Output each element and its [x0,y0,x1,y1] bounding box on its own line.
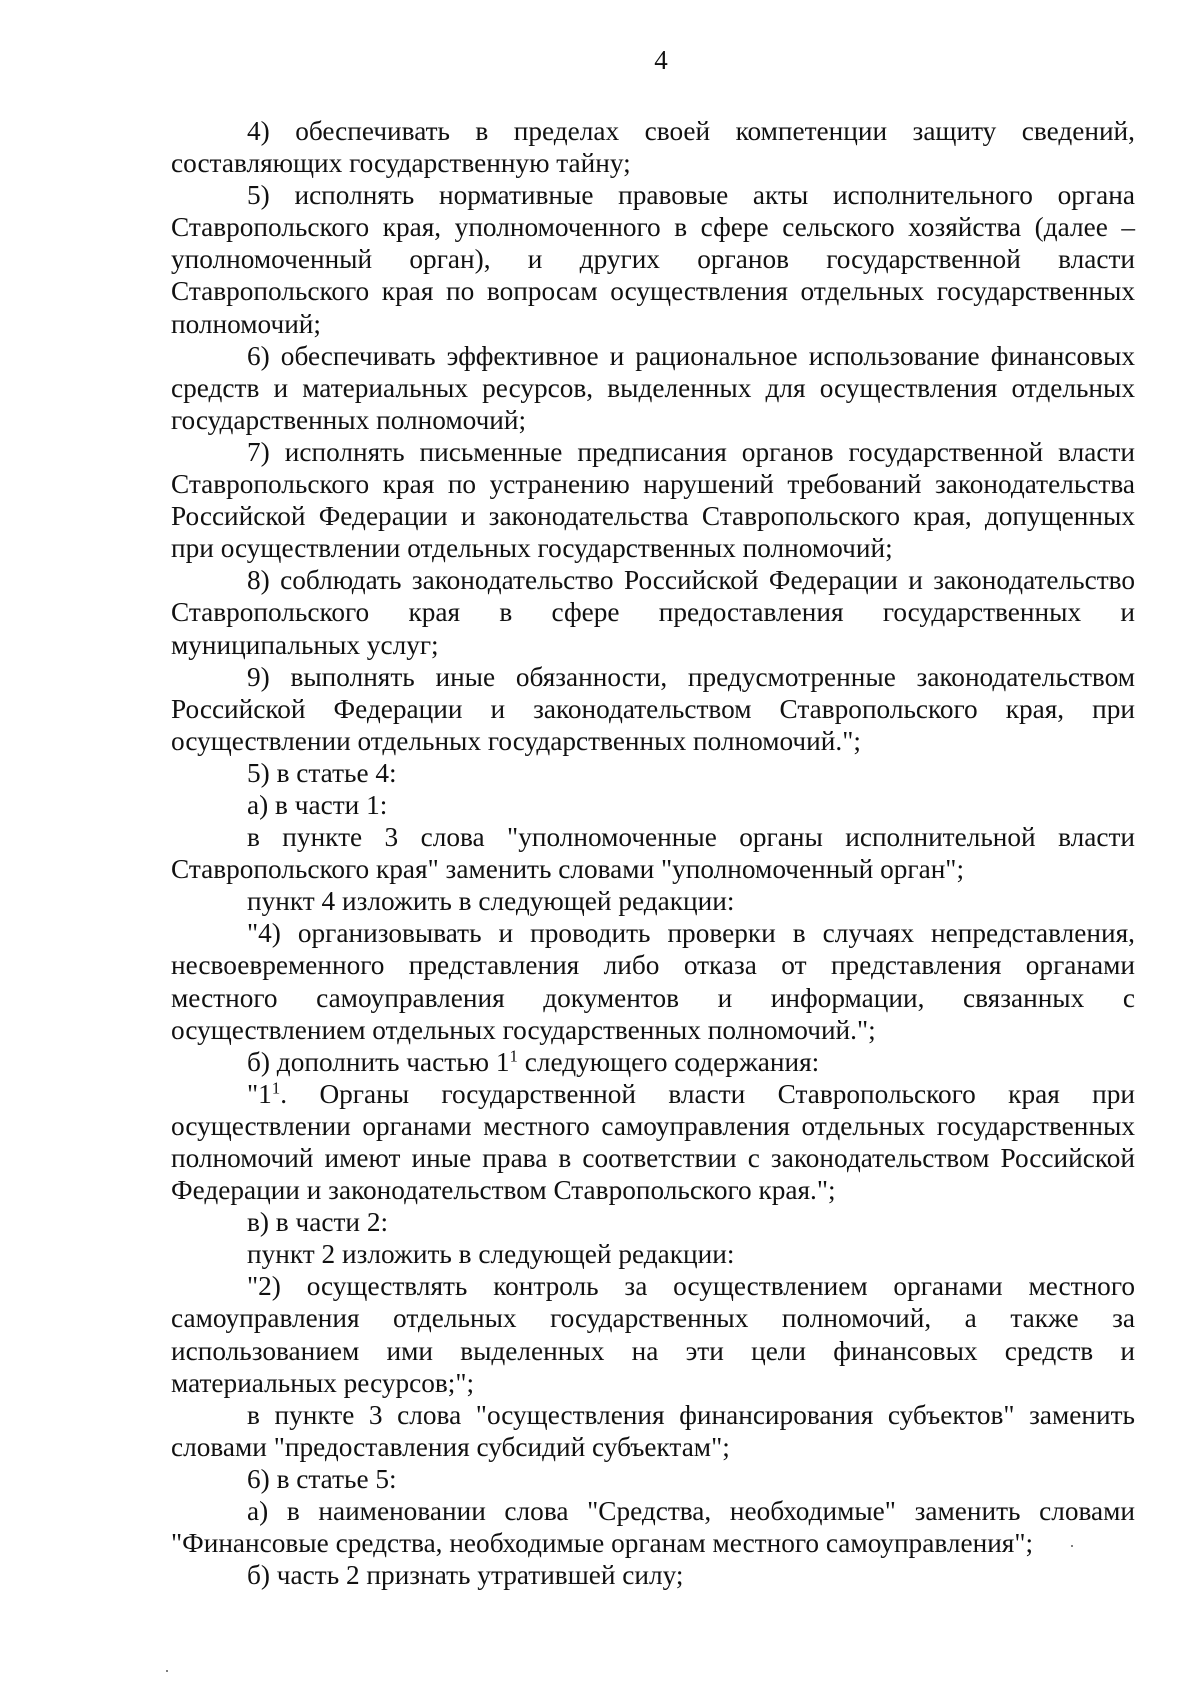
paragraph-part-1: а) в части 1: [247,789,388,820]
paragraph-add-part [171,1046,1135,1078]
paragraph-part-2-void: б) часть 2 признать утратившей силу; [247,1560,684,1591]
paragraph-add-part-pre: б) дополнить частью 1 [247,1046,510,1077]
scan-speck [1071,1545,1073,1547]
superscript: 1 [271,1078,281,1098]
superscript: 1 [509,1046,518,1066]
paragraph-item-7: 7) исполнять письменные предписания органов государственной власти Ставропольского края по устранению нарушений требований законодательства Российской Федерации и законодательства Ставропольского края, допущенных при осуществлении отдельных государственных полномочий; [171,436,1135,564]
paragraph-point-4-text: "4) организовывать и проводить проверки в случаях непредставления, несвоевременного представления либо отказа от представления органами местного самоуправления документов и информации, связанных с осуществлением отдельных государственных полномочий."; [171,918,1135,1045]
paragraph-item-4: 4) обеспечивать в пределах своей компетенции защиту сведений, составляющих государственную тайну; [171,116,1135,179]
document-body [171,115,1135,1591]
paragraph-item-8: 8) соблюдать законодательство Российской Федерации и законодательство Ставропольского края в сфере предоставления государственных и муниципальных услуг; [171,565,1135,660]
paragraph-item-5: 5) исполнять нормативные правовые акты исполнительного органа Ставропольского края, уполномоченного в сфере сельского хозяйства (далее – уполномоченный орган), и других органов государственной власти Ставропольского края по вопросам осуществления отдельных государственных полномочий; [171,180,1135,339]
paragraph-point-2-text: "2) осуществлять контроль за осуществлением органами местного самоуправления отдельных государственных полномочий, а также за использованием ими выделенных на эти цели финансовых средств и материальных ресурсов;"; [171,1271,1135,1398]
paragraph-article-4: 5) в статье 4: [247,757,397,788]
paragraph-part-1-1-post: . Органы государственной власти Ставропольского края при осуществлении органами местного самоуправления отдельных государственных полномочий имеют иные права в соответствии с законодательством Российской Федерации и законодательством Ставропольского края."; [171,1078,1135,1206]
paragraph-item-9: 9) выполнять иные обязанности, предусмотренные законодательством Российской Федерации и законодательством Ставропольского края, при осуществлении отдельных государственных полномочий."; [171,661,1135,756]
paragraph-add-part-post: следующего содержания: [517,1046,820,1077]
paragraph-title-replace: а) в наименовании слова "Средства, необходимые" заменить словами "Финансовые средства, необходимые органам местного самоуправления"; [171,1496,1135,1559]
paragraph-point-3-replace: в пункте 3 слова "уполномоченные органы исполнительной власти Ставропольского края" заменить словами "уполномоченный орган"; [171,822,1135,885]
page-number: 4 [654,45,668,75]
paragraph-point-4-edit: пункт 4 изложить в следующей редакции: [247,886,735,917]
paragraph-point-3-financing: в пункте 3 слова "осуществления финансирования субъектов" заменить словами "предоставления субсидий субъектам"; [171,1399,1135,1462]
paragraph-point-2-edit: пункт 2 изложить в следующей редакции: [247,1239,735,1270]
paragraph-article-5: 6) в статье 5: [247,1463,397,1494]
paragraph-part-1-1-text [171,1078,1135,1206]
scan-speck [166,1670,168,1672]
paragraph-item-6: 6) обеспечивать эффективное и рациональное использование финансовых средств и материальных ресурсов, выделенных для осуществления отдельных государственных полномочий; [171,340,1135,435]
paragraph-part-1-1-pre: "1 [247,1078,272,1109]
paragraph-part-2: в) в части 2: [247,1207,389,1238]
